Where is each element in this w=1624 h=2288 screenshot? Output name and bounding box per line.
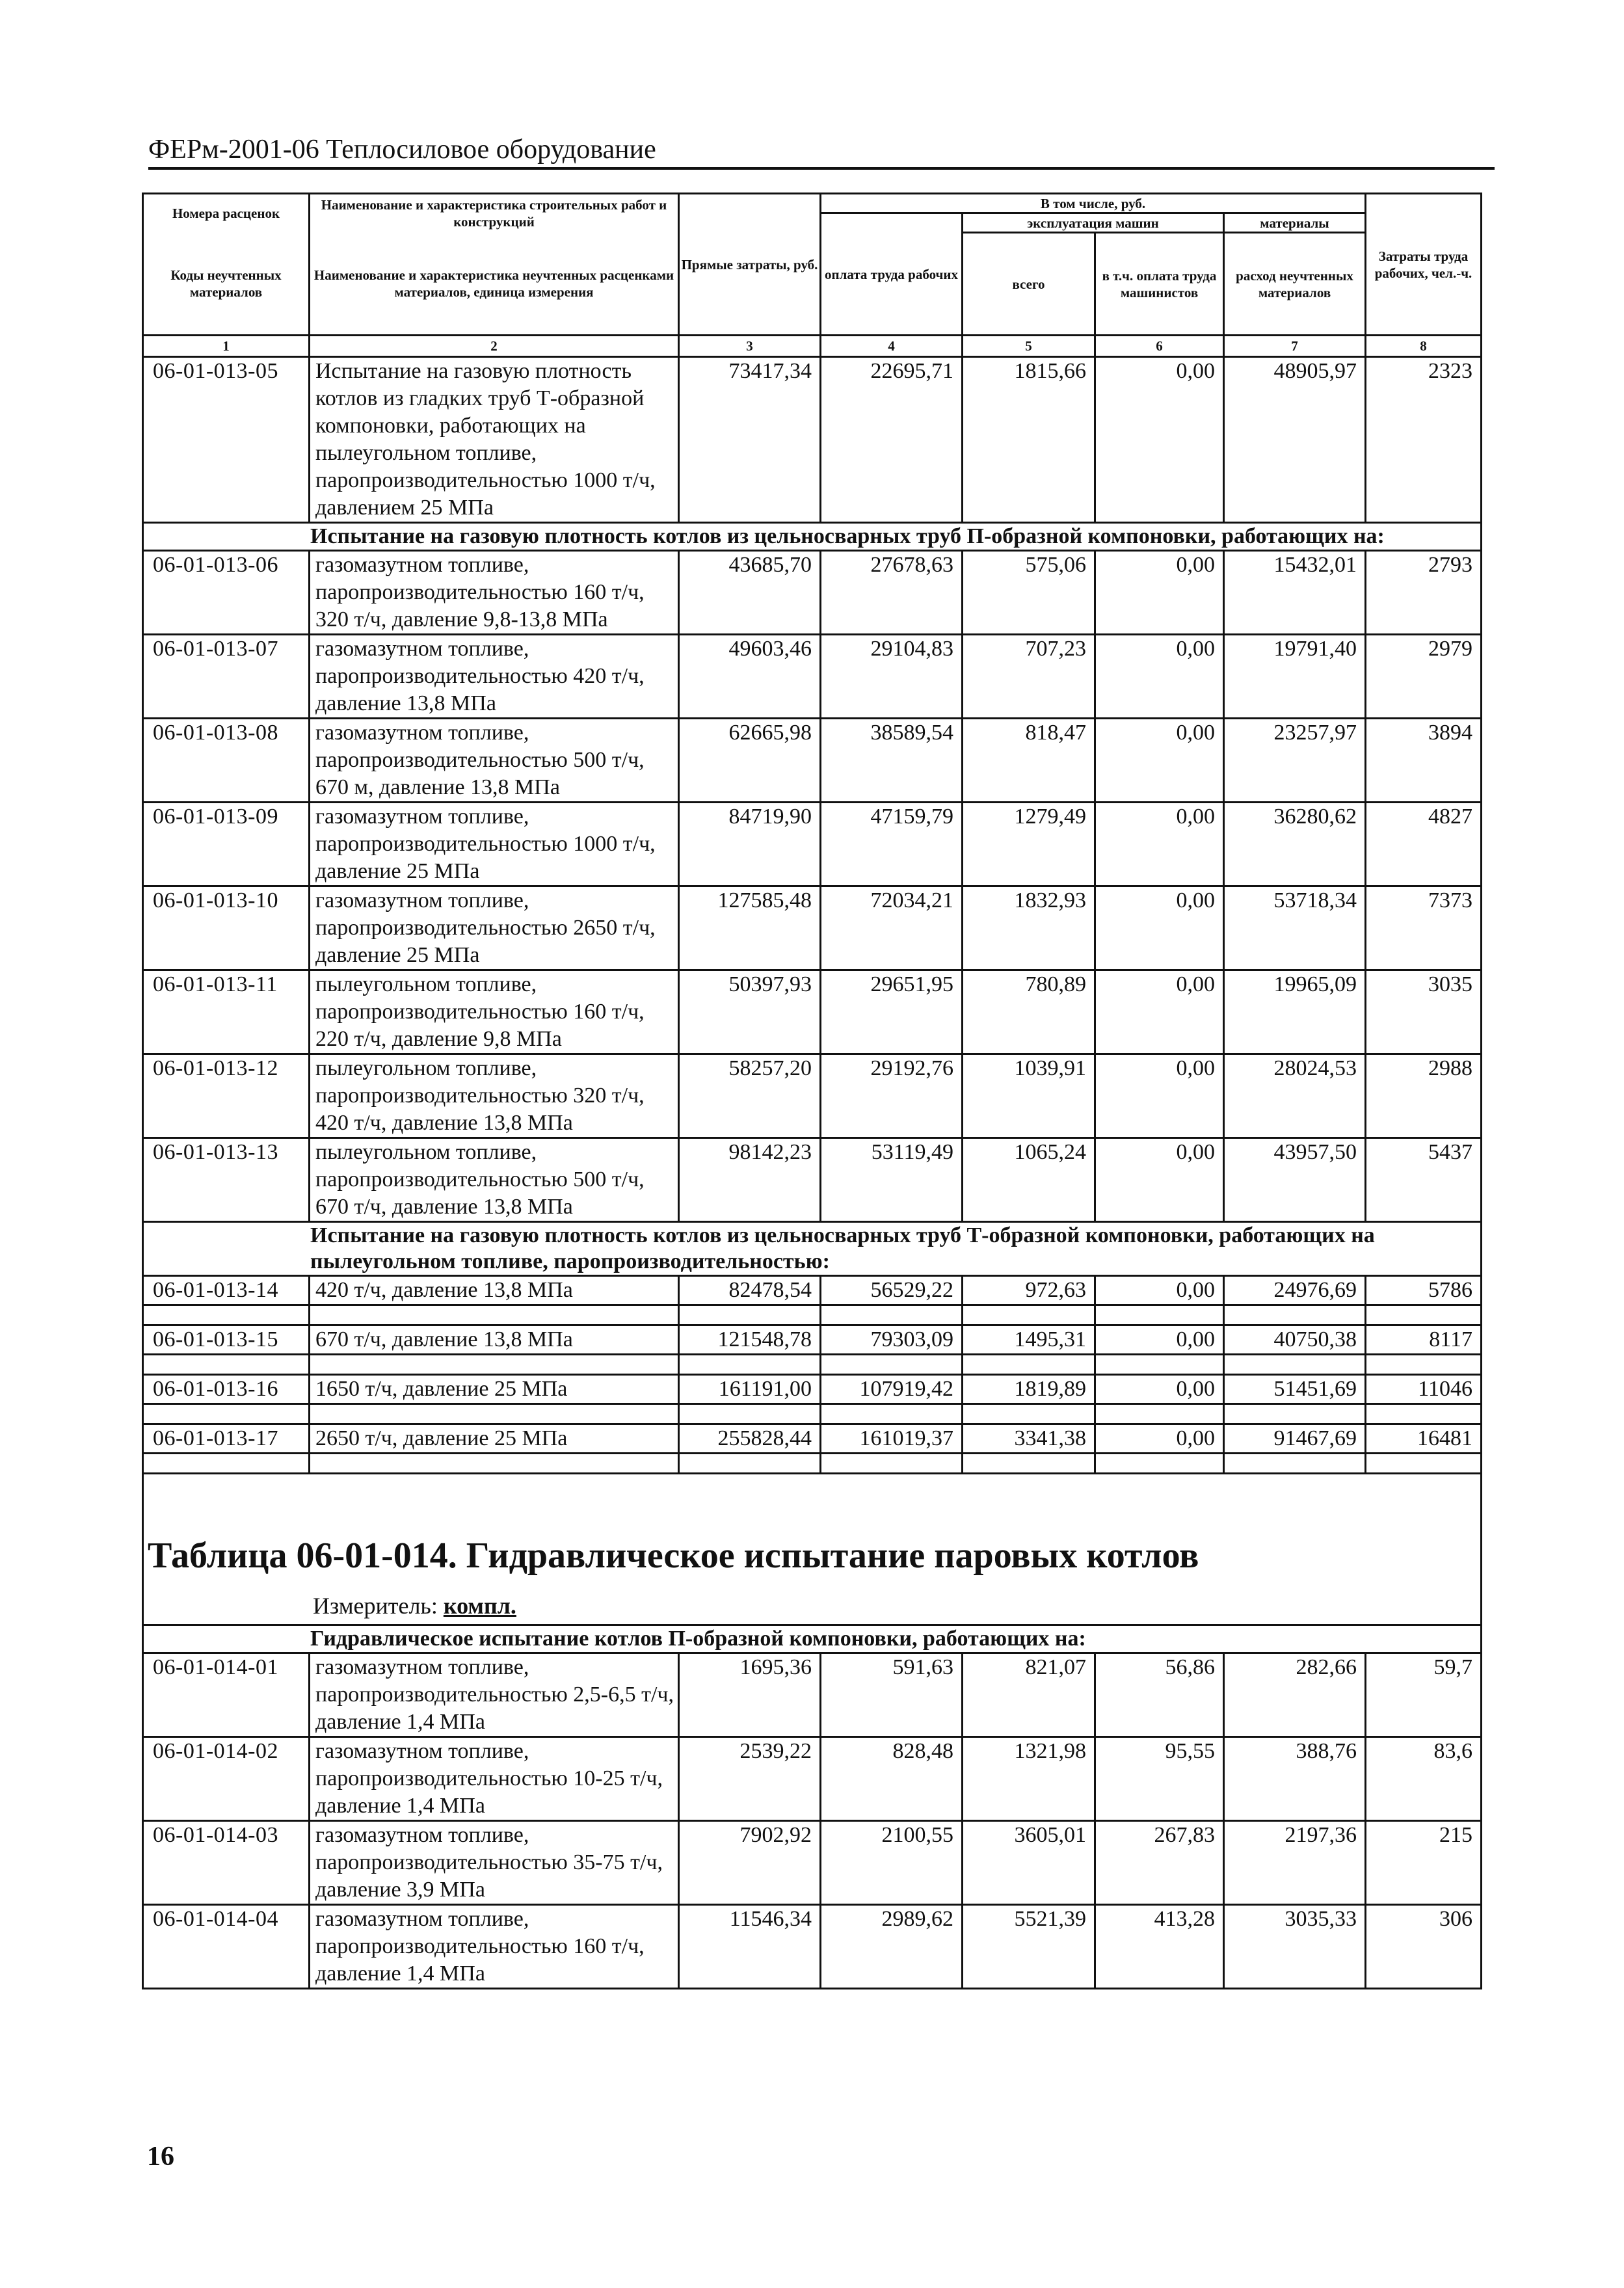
- direct-costs: 7902,92: [679, 1821, 821, 1905]
- table-row: [143, 719, 1482, 803]
- labor-pay: 56529,22: [821, 1276, 963, 1305]
- rate-code: 06-01-013-08: [143, 719, 310, 803]
- work-description: газомазутном топливе, паропроизводительностью 1000 т/ч, давление 25 МПа: [310, 803, 679, 886]
- machine-operation: 707,23: [963, 635, 1095, 719]
- materials-cost: 15432,01: [1224, 551, 1366, 635]
- machine-operation: 1279,49: [963, 803, 1095, 886]
- labor-pay: 47159,79: [821, 803, 963, 886]
- materials-cost: 19965,09: [1224, 970, 1366, 1054]
- direct-costs: 82478,54: [679, 1276, 821, 1305]
- operators-pay: 0,00: [1095, 803, 1224, 886]
- labor-hours: 8117: [1366, 1325, 1482, 1355]
- machine-operation: 3605,01: [963, 1821, 1095, 1905]
- direct-costs: 1695,36: [679, 1653, 821, 1737]
- table-row: [143, 970, 1482, 1054]
- operators-pay: 267,83: [1095, 1821, 1224, 1905]
- header-material-names: Наименование и характеристика неучтенных расценками материалов, единица измерения: [310, 233, 679, 336]
- work-description: 670 т/ч, давление 13,8 МПа: [310, 1325, 679, 1355]
- materials-cost: 19791,40: [1224, 635, 1366, 719]
- labor-hours: 7373: [1366, 886, 1482, 970]
- empty-cell: [963, 1404, 1095, 1424]
- rate-code: 06-01-013-15: [143, 1325, 310, 1355]
- work-description: газомазутном топливе, паропроизводительностью 500 т/ч, 670 м, давление 13,8 МПа: [310, 719, 679, 803]
- machine-operation: 3341,38: [963, 1424, 1095, 1454]
- rate-code: 06-01-013-12: [143, 1054, 310, 1138]
- column-number: 7: [1224, 336, 1366, 357]
- materials-cost: 24976,69: [1224, 1276, 1366, 1305]
- empty-cell: [1095, 1404, 1224, 1424]
- rate-code: 06-01-013-17: [143, 1424, 310, 1454]
- work-description: 2650 т/ч, давление 25 МПа: [310, 1424, 679, 1454]
- operators-pay: 56,86: [1095, 1653, 1224, 1737]
- operators-pay: 0,00: [1095, 635, 1224, 719]
- operators-pay: 0,00: [1095, 1325, 1224, 1355]
- table-014-measure: [313, 1591, 1480, 1620]
- empty-cell: [679, 1355, 821, 1375]
- column-number: 8: [1366, 336, 1482, 357]
- empty-cell: [679, 1305, 821, 1325]
- block-014-hydraulic: [143, 1653, 1482, 1989]
- work-description: газомазутном топливе, паропроизводительностью 420 т/ч, давление 13,8 МПа: [310, 635, 679, 719]
- labor-pay: 828,48: [821, 1737, 963, 1821]
- column-number: 6: [1095, 336, 1224, 357]
- table-014-header: [143, 1474, 1482, 1653]
- labor-hours: 16481: [1366, 1424, 1482, 1454]
- labor-hours: 3894: [1366, 719, 1482, 803]
- labor-hours: 4827: [1366, 803, 1482, 886]
- rate-code: 06-01-013-05: [143, 357, 310, 523]
- machine-operation: 1832,93: [963, 886, 1095, 970]
- labor-pay: 72034,21: [821, 886, 963, 970]
- labor-hours: 2988: [1366, 1054, 1482, 1138]
- rate-code: 06-01-013-10: [143, 886, 310, 970]
- table-head: [143, 194, 1482, 357]
- labor-hours: 2979: [1366, 635, 1482, 719]
- operators-pay: 0,00: [1095, 1375, 1224, 1404]
- direct-costs: 255828,44: [679, 1424, 821, 1454]
- machine-operation: 1495,31: [963, 1325, 1095, 1355]
- table-row: [143, 1905, 1482, 1989]
- labor-hours: 2793: [1366, 551, 1482, 635]
- work-description: газомазутном топливе, паропроизводительностью 10-25 т/ч, давление 1,4 МПа: [310, 1737, 679, 1821]
- header-rate-numbers: Номера расценок: [143, 194, 310, 233]
- operators-pay: 0,00: [1095, 1138, 1224, 1222]
- section-header-t-shaped: [143, 1222, 1482, 1276]
- materials-cost: 388,76: [1224, 1737, 1366, 1821]
- empty-cell: [1366, 1355, 1482, 1375]
- empty-cell: [143, 1355, 310, 1375]
- table-row: [143, 1653, 1482, 1737]
- empty-cell: [143, 1454, 310, 1474]
- direct-costs: 161191,00: [679, 1375, 821, 1404]
- labor-pay: 29104,83: [821, 635, 963, 719]
- materials-cost: 91467,69: [1224, 1424, 1366, 1454]
- table-row: [143, 1138, 1482, 1222]
- column-number: 2: [310, 336, 679, 357]
- labor-pay: 53119,49: [821, 1138, 963, 1222]
- measure-label: Измеритель:: [313, 1593, 438, 1619]
- operators-pay: 0,00: [1095, 886, 1224, 970]
- empty-cell: [1224, 1404, 1366, 1424]
- row-spacer: [143, 1355, 1482, 1375]
- machine-operation: 1065,24: [963, 1138, 1095, 1222]
- empty-cell: [1224, 1454, 1366, 1474]
- materials-cost: 28024,53: [1224, 1054, 1366, 1138]
- empty-cell: [143, 1305, 310, 1325]
- header-direct-costs: Прямые затраты, руб.: [679, 194, 821, 336]
- column-number: 4: [821, 336, 963, 357]
- materials-cost: 40750,38: [1224, 1325, 1366, 1355]
- table-row: [143, 1424, 1482, 1454]
- work-description: 1650 т/ч, давление 25 МПа: [310, 1375, 679, 1404]
- section-header-p-shaped: [143, 523, 1482, 551]
- page-header: [148, 133, 1495, 170]
- measure-value: компл.: [443, 1593, 516, 1619]
- machine-operation: 972,63: [963, 1276, 1095, 1305]
- rate-code: 06-01-013-06: [143, 551, 310, 635]
- materials-cost: 51451,69: [1224, 1375, 1366, 1404]
- empty-cell: [1366, 1305, 1482, 1325]
- header-in-total: В том числе, руб.: [821, 194, 1366, 213]
- empty-cell: [963, 1355, 1095, 1375]
- page-header-title: ФЕРм-2001-06 Теплосиловое оборудование: [148, 135, 656, 165]
- operators-pay: 0,00: [1095, 970, 1224, 1054]
- work-description: газомазутном топливе, паропроизводительностью 2650 т/ч, давление 25 МПа: [310, 886, 679, 970]
- empty-cell: [821, 1305, 963, 1325]
- empty-cell: [1095, 1454, 1224, 1474]
- machine-operation: 5521,39: [963, 1905, 1095, 1989]
- rate-code: 06-01-013-16: [143, 1375, 310, 1404]
- operators-pay: 95,55: [1095, 1737, 1224, 1821]
- labor-pay: 2989,62: [821, 1905, 963, 1989]
- labor-pay: 38589,54: [821, 719, 963, 803]
- header-operators-pay: в т.ч. оплата труда машинистов: [1095, 233, 1224, 336]
- work-description: Испытание на газовую плотность котлов из гладких труб Т-образной компоновки, работающих на пылеугольном топливе, паропроизводительностью 1000 т/ч, давлением 25 МПа: [310, 357, 679, 523]
- labor-pay: 161019,37: [821, 1424, 963, 1454]
- materials-cost: 282,66: [1224, 1653, 1366, 1737]
- direct-costs: 73417,34: [679, 357, 821, 523]
- direct-costs: 49603,46: [679, 635, 821, 719]
- table-row: [143, 1375, 1482, 1404]
- column-number: 1: [143, 336, 310, 357]
- labor-hours: 2323: [1366, 357, 1482, 523]
- row-spacer: [143, 1454, 1482, 1474]
- materials-cost: 3035,33: [1224, 1905, 1366, 1989]
- table-row: [143, 803, 1482, 886]
- section-title: Испытание на газовую плотность котлов из цельносварных труб П-образной компоновки, работающих на:: [143, 523, 1482, 551]
- table-row: [143, 886, 1482, 970]
- materials-cost: 53718,34: [1224, 886, 1366, 970]
- direct-costs: 2539,22: [679, 1737, 821, 1821]
- rate-code: 06-01-013-14: [143, 1276, 310, 1305]
- rate-code: 06-01-014-03: [143, 1821, 310, 1905]
- materials-cost: 36280,62: [1224, 803, 1366, 886]
- operators-pay: 0,00: [1095, 551, 1224, 635]
- labor-hours: 306: [1366, 1905, 1482, 1989]
- table-row: [143, 1821, 1482, 1905]
- machine-operation: 821,07: [963, 1653, 1095, 1737]
- labor-hours: 5786: [1366, 1276, 1482, 1305]
- direct-costs: 127585,48: [679, 886, 821, 970]
- table-row: [143, 1054, 1482, 1138]
- empty-cell: [1366, 1454, 1482, 1474]
- rate-code: 06-01-013-13: [143, 1138, 310, 1222]
- direct-costs: 62665,98: [679, 719, 821, 803]
- table-row: [143, 635, 1482, 719]
- work-description: газомазутном топливе, паропроизводительностью 160 т/ч, 320 т/ч, давление 9,8-13,8 МПа: [310, 551, 679, 635]
- labor-pay: 22695,71: [821, 357, 963, 523]
- rate-code: 06-01-013-09: [143, 803, 310, 886]
- row-spacer: [143, 1305, 1482, 1325]
- labor-pay: 591,63: [821, 1653, 963, 1737]
- machine-operation: 780,89: [963, 970, 1095, 1054]
- direct-costs: 50397,93: [679, 970, 821, 1054]
- direct-costs: 121548,78: [679, 1325, 821, 1355]
- labor-hours: 3035: [1366, 970, 1482, 1054]
- block-013-t-shaped-welded: [143, 1276, 1482, 1474]
- operators-pay: 413,28: [1095, 1905, 1224, 1989]
- table-row: [143, 551, 1482, 635]
- direct-costs: 84719,90: [679, 803, 821, 886]
- column-number: 5: [963, 336, 1095, 357]
- empty-cell: [679, 1454, 821, 1474]
- row-spacer: [143, 1404, 1482, 1424]
- empty-cell: [310, 1404, 679, 1424]
- operators-pay: 0,00: [1095, 357, 1224, 523]
- table-row: [143, 1276, 1482, 1305]
- machine-operation: 1321,98: [963, 1737, 1095, 1821]
- operators-pay: 0,00: [1095, 1276, 1224, 1305]
- column-number: 3: [679, 336, 821, 357]
- rate-code: 06-01-013-11: [143, 970, 310, 1054]
- empty-cell: [1366, 1404, 1482, 1424]
- direct-costs: 58257,20: [679, 1054, 821, 1138]
- work-description: газомазутном топливе, паропроизводительностью 160 т/ч, давление 1,4 МПа: [310, 1905, 679, 1989]
- header-labor-pay: оплата труда рабочих: [821, 213, 963, 336]
- machine-operation: 1819,89: [963, 1375, 1095, 1404]
- block-013-t-shaped-smooth: [143, 357, 1482, 523]
- operators-pay: 0,00: [1095, 1054, 1224, 1138]
- work-description: пылеугольном топливе, паропроизводительностью 160 т/ч, 220 т/ч, давление 9,8 МПа: [310, 970, 679, 1054]
- rate-code: 06-01-014-01: [143, 1653, 310, 1737]
- empty-cell: [963, 1454, 1095, 1474]
- section-title: Гидравлическое испытание котлов П-образной компоновки, работающих на:: [143, 1625, 1482, 1653]
- work-description: 420 т/ч, давление 13,8 МПа: [310, 1276, 679, 1305]
- empty-cell: [821, 1355, 963, 1375]
- empty-cell: [1095, 1305, 1224, 1325]
- rate-code: 06-01-014-02: [143, 1737, 310, 1821]
- operators-pay: 0,00: [1095, 1424, 1224, 1454]
- empty-cell: [310, 1454, 679, 1474]
- page-number: 16: [147, 2142, 174, 2172]
- empty-cell: [310, 1305, 679, 1325]
- block-013-p-shaped: [143, 551, 1482, 1222]
- header-machines: эксплуатация машин: [963, 213, 1224, 233]
- header-machines-total: всего: [963, 233, 1095, 336]
- rates-table: [142, 193, 1482, 1989]
- labor-hours: 59,7: [1366, 1653, 1482, 1737]
- empty-cell: [1095, 1355, 1224, 1375]
- labor-pay: 27678,63: [821, 551, 963, 635]
- column-numbers-row: [143, 336, 1482, 357]
- labor-pay: 2100,55: [821, 1821, 963, 1905]
- empty-cell: [963, 1305, 1095, 1325]
- work-description: газомазутном топливе, паропроизводительностью 2,5-6,5 т/ч, давление 1,4 МПа: [310, 1653, 679, 1737]
- header-unaccounted-materials: расход неучтенных материалов: [1224, 233, 1366, 336]
- empty-cell: [143, 1404, 310, 1424]
- labor-pay: 107919,42: [821, 1375, 963, 1404]
- materials-cost: 23257,97: [1224, 719, 1366, 803]
- labor-hours: 11046: [1366, 1375, 1482, 1404]
- labor-hours: 5437: [1366, 1138, 1482, 1222]
- rate-code: 06-01-014-04: [143, 1905, 310, 1989]
- header-materials: материалы: [1224, 213, 1366, 233]
- labor-hours: 215: [1366, 1821, 1482, 1905]
- work-description: газомазутном топливе, паропроизводительностью 35-75 т/ч, давление 3,9 МПа: [310, 1821, 679, 1905]
- machine-operation: 1039,91: [963, 1054, 1095, 1138]
- empty-cell: [679, 1404, 821, 1424]
- labor-pay: 29651,95: [821, 970, 963, 1054]
- materials-cost: 2197,36: [1224, 1821, 1366, 1905]
- direct-costs: 11546,34: [679, 1905, 821, 1989]
- labor-pay: 79303,09: [821, 1325, 963, 1355]
- machine-operation: 1815,66: [963, 357, 1095, 523]
- work-description: пылеугольном топливе, паропроизводительностью 320 т/ч, 420 т/ч, давление 13,8 МПа: [310, 1054, 679, 1138]
- section-title: Испытание на газовую плотность котлов из цельносварных труб Т-образной компоновки, работающих на пылеугольном топливе, паропроизводительностью:: [143, 1222, 1482, 1276]
- empty-cell: [821, 1404, 963, 1424]
- empty-cell: [821, 1454, 963, 1474]
- materials-cost: 43957,50: [1224, 1138, 1366, 1222]
- machine-operation: 575,06: [963, 551, 1095, 635]
- labor-hours: 83,6: [1366, 1737, 1482, 1821]
- machine-operation: 818,47: [963, 719, 1095, 803]
- table-row: [143, 357, 1482, 523]
- header-work-name: Наименование и характеристика строительных работ и конструкций: [310, 194, 679, 233]
- empty-cell: [1224, 1355, 1366, 1375]
- table-row: [143, 1737, 1482, 1821]
- rate-code: 06-01-013-07: [143, 635, 310, 719]
- work-description: пылеугольном топливе, паропроизводительностью 500 т/ч, 670 т/ч, давление 13,8 МПа: [310, 1138, 679, 1222]
- direct-costs: 43685,70: [679, 551, 821, 635]
- header-material-codes: Коды неучтенных материалов: [143, 233, 310, 336]
- direct-costs: 98142,23: [679, 1138, 821, 1222]
- table-row: [143, 1325, 1482, 1355]
- empty-cell: [310, 1355, 679, 1375]
- empty-cell: [1224, 1305, 1366, 1325]
- labor-pay: 29192,76: [821, 1054, 963, 1138]
- table-014-title: Таблица 06-01-014. Гидравлическое испытание паровых котлов: [148, 1536, 1199, 1576]
- header-labor-hours: Затраты труда рабочих, чел.-ч.: [1366, 194, 1482, 336]
- operators-pay: 0,00: [1095, 719, 1224, 803]
- materials-cost: 48905,97: [1224, 357, 1366, 523]
